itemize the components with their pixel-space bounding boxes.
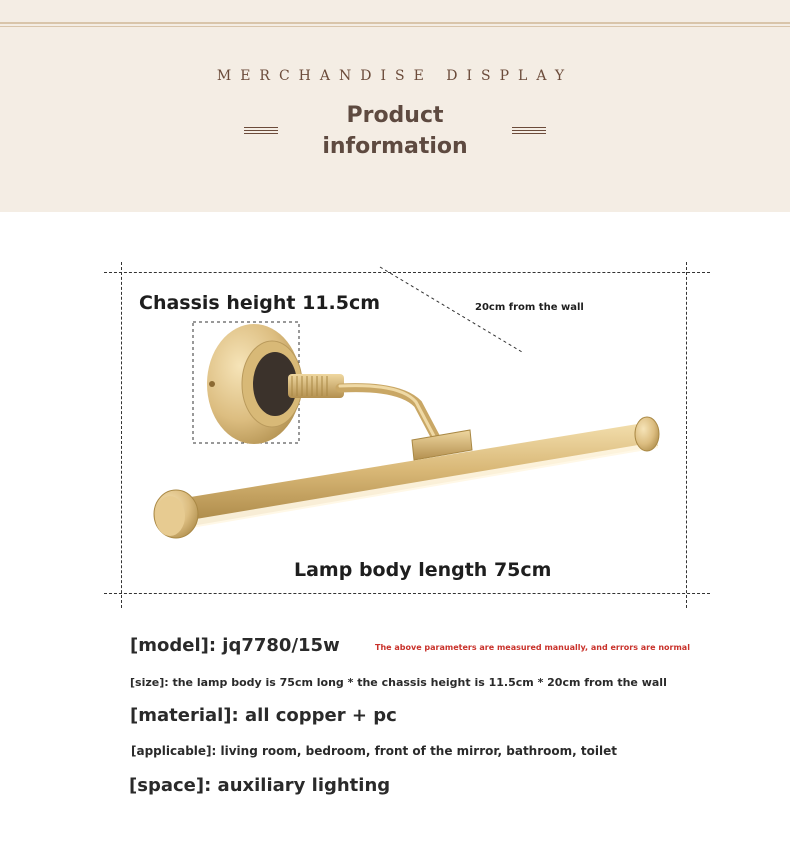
mount-screw bbox=[209, 381, 215, 387]
wall-distance-label: 20cm from the wall bbox=[475, 302, 584, 313]
spec-material: [material]: all copper + pc bbox=[130, 705, 397, 726]
right-end-cap bbox=[635, 417, 659, 451]
title-line-2: information bbox=[322, 134, 468, 159]
wall-distance-line bbox=[380, 267, 522, 352]
spec-applicable: [applicable]: living room, bedroom, front of the mirror, bathroom, toilet bbox=[131, 744, 617, 758]
merchandise-display-heading: MERCHANDISE DISPLAY bbox=[216, 68, 574, 84]
chassis-height-label: Chassis height 11.5cm bbox=[139, 292, 381, 314]
arm-connector bbox=[288, 374, 344, 398]
measurement-note: The above parameters are measured manually, and errors are normal bbox=[375, 643, 690, 652]
title-line-1: Product bbox=[346, 103, 444, 128]
lamp-length-label: Lamp body length 75cm bbox=[294, 559, 552, 581]
spec-space: [space]: auxiliary lighting bbox=[129, 775, 391, 796]
spec-size: [size]: the lamp body is 75cm long * the chassis height is 11.5cm * 20cm from the wall bbox=[130, 676, 667, 689]
spec-model: [model]: jq7780/15w bbox=[130, 635, 340, 656]
